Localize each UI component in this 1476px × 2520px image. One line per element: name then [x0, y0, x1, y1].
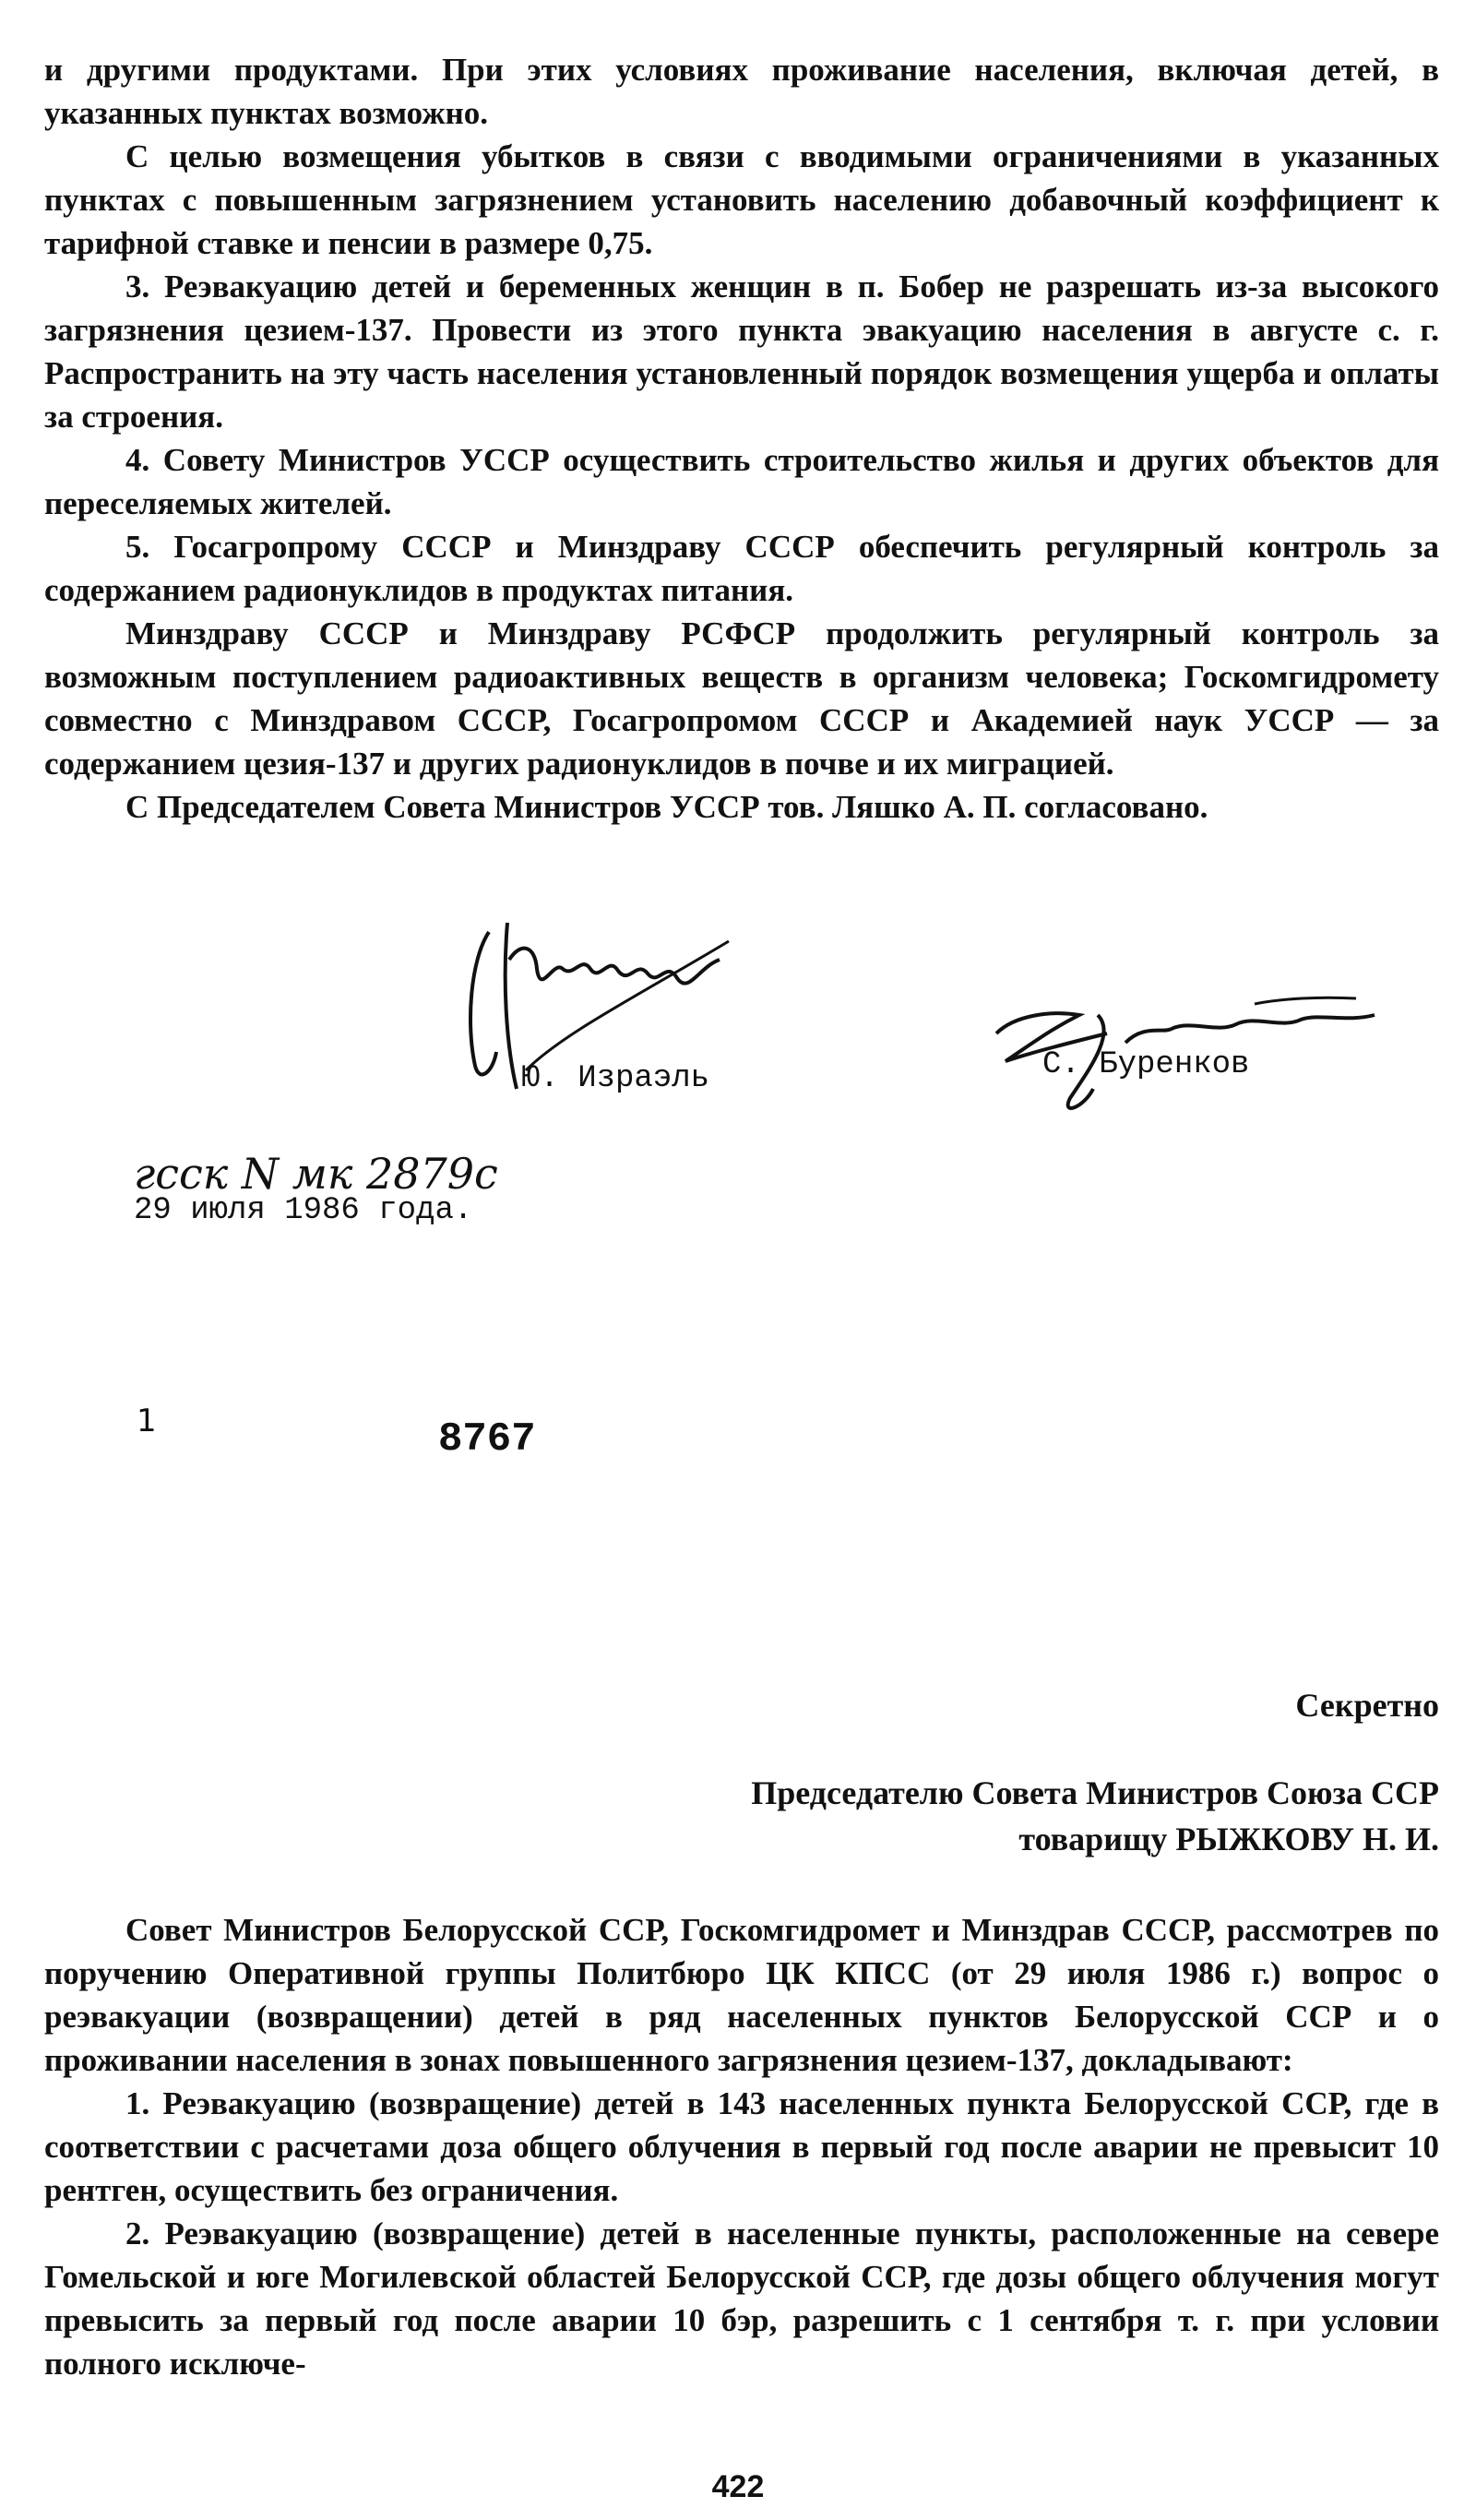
paragraph: и другими продуктами. При этих условиях проживание населения, включая детей, в указанных пунктах возможно.	[44, 52, 1439, 131]
doc-number-large: 8767	[438, 1416, 536, 1463]
paragraph: 2. Реэвакуацию (возвращение) детей в населенные пункты, расположенные на севере Гомельской и юге Могилевской областей Белорусской ССР, где дозы общего облучения могут превысить за первый год после аварии 10 бэр, разрешить с 1 сентября т. г. при условии полного исключе-	[44, 2215, 1439, 2382]
paragraph: С целью возмещения убытков в связи с вводимыми ограничениями в указанных пунктах с повышенным загрязнением установить населению добавочный коэффициент к тарифной ставке и пенсии в размере 0,75.	[44, 138, 1439, 261]
paragraph: Совет Министров Белорусской ССР, Госкомгидромет и Минздрав СССР, рассмотрев по поручению Оперативной группы Политбюро ЦК КПСС (от 29 июля 1986 г.) вопрос о реэвакуации (возвращении) детей в ряд населенных пунктов Белорусской ССР и о проживании населения в зонах повышенного загрязнения цезием-137, докладывают:	[44, 1912, 1439, 2078]
handwritten-note: гсск N мк 2879с	[134, 1149, 498, 1199]
paragraph: Минздраву СССР и Минздраву РСФСР продолжить регулярный контроль за возможным поступлением радиоактивных веществ в организм человека; Госкомгидромету совместно с Минздравом СССР, Госагропромом СССР и Академией наук УССР — за содержанием цезия-137 и других радионуклидов в почве и их миграцией.	[44, 615, 1439, 782]
classification-label: Секретно	[1295, 1687, 1439, 1724]
bottom-text-block	[44, 1908, 1439, 2385]
paragraph: 3. Реэвакуацию детей и беременных женщин в п. Бобер не разрешать из-за высокого загрязнения цезием-137. Провести из этого пункта эвакуацию населения в августе с. г. Распространить на эту часть населения установленный порядок возмещения ущерба и оплаты за строения.	[44, 269, 1439, 435]
paragraph: С Председателем Совета Министров УССР тов. Ляшко А. П. согласовано.	[125, 789, 1208, 825]
paragraph: 1. Реэвакуацию (возвращение) детей в 143 населенных пункта Белорусской ССР, где в соответствии с расчетами доза общего облучения в первый год после аварии не превысит 10 рентген, осуществить без ограничения.	[44, 2085, 1439, 2208]
addressee-line-2: товарищу РЫЖКОВУ Н. И.	[1018, 1821, 1439, 1857]
page-number: 422	[711, 2469, 765, 2504]
date-line: 29 июля 1986 года.	[134, 1193, 473, 1228]
top-text-block	[44, 48, 1439, 829]
addressee-line-1: Председателю Совета Министров Союза ССР	[751, 1774, 1439, 1811]
signature-left-name: Ю. Израэль	[521, 1061, 710, 1096]
doc-number-small: 1	[137, 1403, 157, 1439]
paragraph: 4. Совету Министров УССР осуществить строительство жилья и других объектов для переселяемых жителей.	[44, 442, 1439, 521]
signature-right-name: С. Буренков	[1042, 1047, 1250, 1082]
paragraph: 5. Госагропрому СССР и Минздраву СССР обеспечить регулярный контроль за содержанием радионуклидов в продуктах питания.	[44, 529, 1439, 608]
